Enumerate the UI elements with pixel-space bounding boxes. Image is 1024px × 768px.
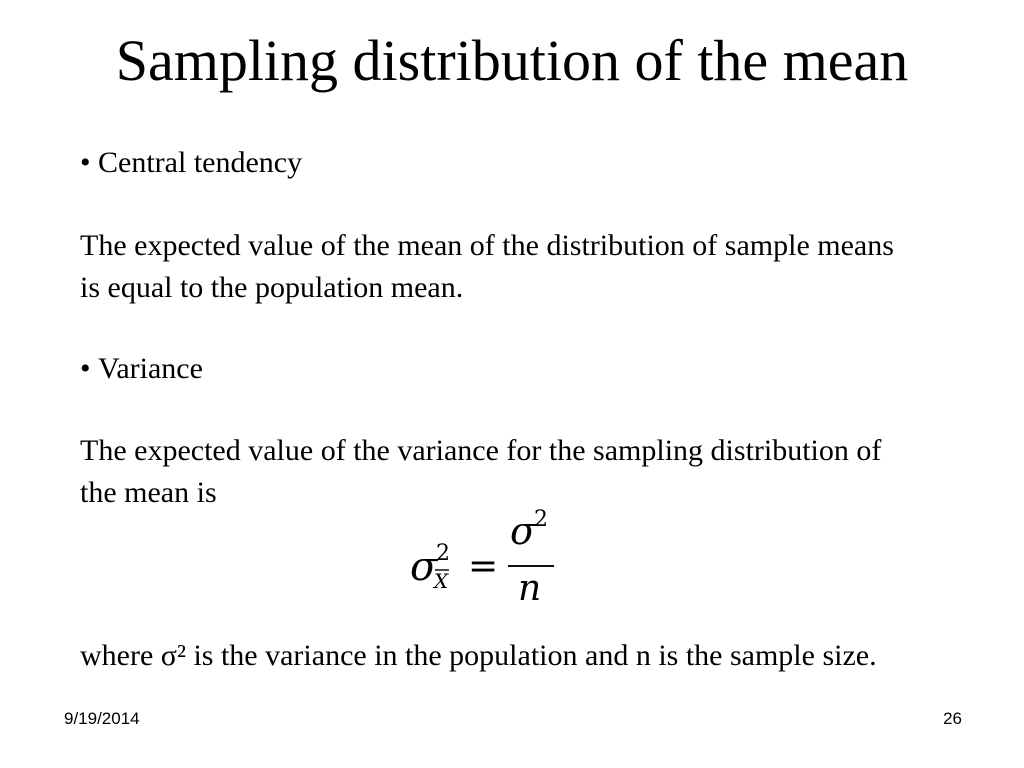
formula-equals: = xyxy=(468,546,499,587)
formula-lhs-subscript: X xyxy=(434,569,449,593)
bullet-central-tendency: • Central tendency xyxy=(80,142,920,184)
bullet-variance: • Variance xyxy=(80,348,920,390)
formula-lhs-superscript: 2 xyxy=(436,541,450,566)
paragraph-where: where σ² is the variance in the population and n is the sample size. xyxy=(80,639,877,672)
slide-title: Sampling distribution of the mean xyxy=(115,28,909,93)
paragraph-central-tendency: The expected value of the mean of the distribution of sample means is equal to the population mean. xyxy=(80,229,894,304)
paragraph-variance: The expected value of the variance for the sampling distribution of the mean is xyxy=(80,434,882,509)
formula-numerator-superscript: 2 xyxy=(534,508,548,532)
variance-formula xyxy=(408,508,558,604)
formula-denominator: n xyxy=(518,568,542,604)
footer-date: 9/19/2014 xyxy=(64,709,140,728)
formula-lhs-sigma: σ xyxy=(410,544,438,590)
formula-numerator-sigma: σ xyxy=(510,509,536,553)
footer-page-number: 26 xyxy=(943,709,962,728)
